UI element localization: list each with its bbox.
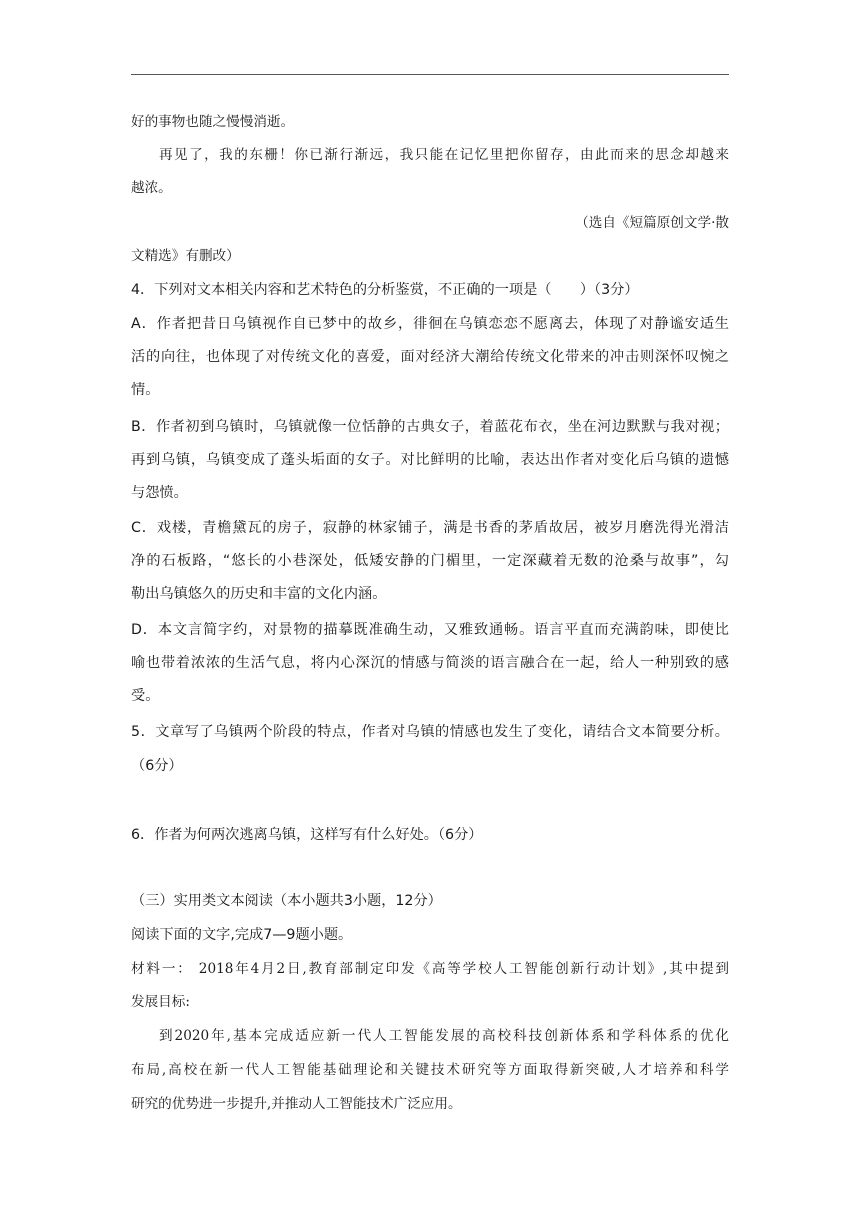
goal-paragraph: 研究的优势进一步提升,并推动人工智能技术广泛应用。 (131, 1096, 462, 1112)
passage-line: 好的事物也随之慢慢消逝。 (131, 114, 295, 130)
source-citation: 文精选》有删改） (131, 248, 240, 264)
passage-line: 越浓。 (131, 180, 172, 196)
source-citation: （选自《短篇原创文学·散 (575, 215, 729, 231)
option-d: 受。 (131, 688, 160, 704)
passage-line: 再见了，我的东栅！你已渐行渐远，我只能在记忆里把你留存，由此而来的思念却越来 (159, 147, 729, 163)
option-d: 喻也带着浓浓的生活气息，将内心深沉的情感与简淡的语言融合在一起，给人一种别致的感 (131, 655, 729, 671)
section-heading: （三）实用类文本阅读（本小题共3小题，12分） (131, 893, 442, 909)
question-4-stem: 4．下列对文本相关内容和艺术特色的分析鉴赏，不正确的一项是（ ）（3分） (131, 282, 639, 298)
option-a: A．作者把昔日乌镇视作自已梦中的故乡，徘徊在乌镇恋恋不愿离去，体现了对静谧安适生 (131, 316, 729, 332)
question-6-stem: 6．作者为何两次逃离乌镇，这样写有什么好处。（6分） (131, 827, 483, 843)
option-d: D．本文言简字约，对景物的描摹既准确生动，又雅致通畅。语言平直而充满韵味，即使比 (131, 622, 729, 638)
option-c: 净的石板路，“悠长的小巷深处，低矮安静的门楣里，一定深藏着无数的沧桑与故事”，勾 (131, 553, 729, 569)
question-5-stem: （6分） (131, 758, 183, 774)
header-rule (131, 74, 729, 75)
option-b: B．作者初到乌镇时，乌镇就像一位恬静的古典女子，着蓝花布衣，坐在河边默默与我对视； (131, 419, 729, 435)
option-c: 勒出乌镇悠久的历史和丰富的文化内涵。 (131, 586, 387, 602)
option-b: 与怨愤。 (131, 485, 188, 501)
question-5-stem: 5．文章写了乌镇两个阶段的特点，作者对乌镇的情感也发生了变化，请结合文本简要分析。 (131, 724, 729, 740)
material-1: 发展目标: (131, 994, 190, 1010)
section-instruction: 阅读下面的文字,完成7—9题小题。 (131, 927, 353, 943)
option-c: C．戏楼，青檐黛瓦的房子，寂静的林家铺子，满是书香的茅盾故居，被岁月磨洗得光滑洁 (131, 520, 729, 536)
goal-paragraph: 布局,高校在新一代人工智能基础理论和关键技术研究等方面取得新突破,人才培养和科学 (131, 1062, 729, 1078)
option-a: 活的向往，也体现了对传统文化的喜爱，面对经济大潮给传统文化带来的冲击则深怀叹惋之 (131, 349, 729, 365)
material-1: 材料一： 2018年4月2日,教育部制定印发《高等学校人工智能创新行动计划》,其中提到 (131, 961, 729, 977)
option-a: 情。 (131, 382, 160, 398)
option-b: 再到乌镇，乌镇变成了蓬头垢面的女子。对比鲜明的比喻，表达出作者对变化后乌镇的遗憾 (131, 452, 729, 468)
goal-paragraph: 到2020年,基本完成适应新一代人工智能发展的高校科技创新体系和学科体系的优化 (159, 1028, 729, 1044)
